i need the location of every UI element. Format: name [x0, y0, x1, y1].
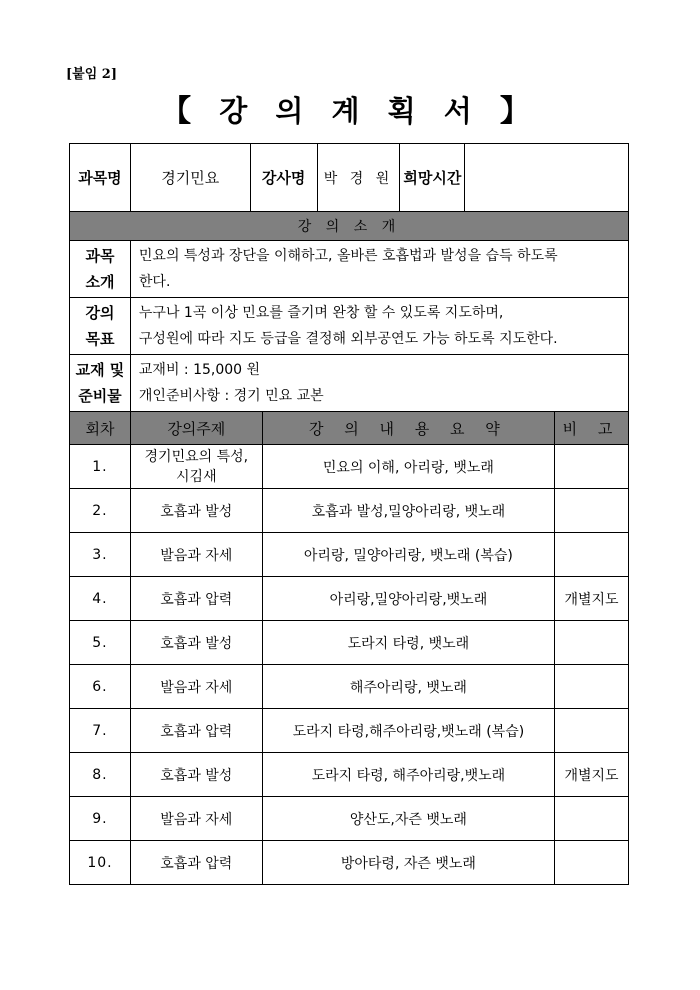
- session-content: 호흡과 발성,밀양아리랑, 뱃노래: [262, 489, 554, 533]
- material-text: [130, 355, 628, 412]
- goal-label-line2: 목표: [85, 330, 115, 348]
- document-title: [0, 86, 700, 130]
- session-topic: 호흡과 압력: [130, 841, 262, 885]
- goal-text-line1: 누구나 1곡 이상 민요를 즐기며 완창 할 수 있도록 지도하며,: [138, 305, 504, 321]
- session-number: 5.: [70, 621, 131, 665]
- schedule-rows: [70, 445, 629, 885]
- schedule-row: [70, 841, 629, 885]
- session-content: 방아타령, 자즌 뱃노래: [262, 841, 554, 885]
- session-content: 해주아리랑, 뱃노래: [262, 665, 554, 709]
- session-number: 6.: [70, 665, 131, 709]
- schedule-row: [70, 621, 629, 665]
- session-topic: 호흡과 발성: [130, 489, 262, 533]
- session-content: 아리랑,밀양아리랑,뱃노래: [262, 577, 554, 621]
- intro-section-title: 강 의 소 개: [70, 212, 629, 241]
- session-note: [555, 621, 629, 665]
- course-name-label: 과목명: [70, 144, 131, 212]
- session-content: 양산도,자즌 뱃노래: [262, 797, 554, 841]
- note-header: 비 고: [555, 412, 629, 445]
- attachment-label: [붙임 2]: [66, 67, 117, 82]
- session-topic: 호흡과 발성: [130, 621, 262, 665]
- schedule-row: [70, 665, 629, 709]
- goal-text: [130, 298, 628, 355]
- session-note: 개별지도: [555, 753, 629, 797]
- session-number: 3.: [70, 533, 131, 577]
- overview-label-line1: 과목: [85, 247, 115, 265]
- schedule-row: [70, 445, 629, 489]
- session-header: 회차: [70, 412, 131, 445]
- material-text-line1: 교재비 : 15,000 원: [138, 362, 261, 378]
- session-number: 10.: [70, 841, 131, 885]
- schedule-row: [70, 709, 629, 753]
- session-note: [555, 489, 629, 533]
- session-note: [555, 797, 629, 841]
- session-content: 민요의 이해, 아리랑, 뱃노래: [262, 445, 554, 489]
- overview-label-line2: 소개: [85, 273, 115, 291]
- session-number: 9.: [70, 797, 131, 841]
- session-note: [555, 445, 629, 489]
- course-info-table: [69, 143, 629, 212]
- overview-label: [70, 241, 131, 298]
- intro-table: [69, 211, 629, 412]
- course-name-value: 경기민요: [130, 144, 250, 212]
- schedule-row: [70, 489, 629, 533]
- topic-header: 강의주제: [130, 412, 262, 445]
- session-content: 도라지 타령, 해주아리랑,뱃노래: [262, 753, 554, 797]
- session-note: [555, 665, 629, 709]
- title-close-bracket: 】: [499, 94, 539, 129]
- session-content: 아리랑, 밀양아리랑, 뱃노래 (복습): [262, 533, 554, 577]
- instructor-label: 강사명: [250, 144, 317, 212]
- title-text: 강 의 계 획 서: [219, 94, 481, 128]
- session-topic: 발음과 자세: [130, 665, 262, 709]
- goal-text-line2: 구성원에 따라 지도 등급을 결정해 외부공연도 가능 하도록 지도한다.: [138, 331, 558, 347]
- session-number: 7.: [70, 709, 131, 753]
- title-open-bracket: 【: [161, 94, 201, 129]
- hours-value: [465, 144, 629, 212]
- schedule-row: [70, 577, 629, 621]
- session-number: 4.: [70, 577, 131, 621]
- session-number: 8.: [70, 753, 131, 797]
- schedule-row: [70, 797, 629, 841]
- session-note: 개별지도: [555, 577, 629, 621]
- material-text-line2: 개인준비사항 : 경기 민요 교본: [138, 388, 324, 404]
- session-content: 도라지 타령,해주아리랑,뱃노래 (복습): [262, 709, 554, 753]
- session-number: 1.: [70, 445, 131, 489]
- session-content: 도라지 타령, 뱃노래: [262, 621, 554, 665]
- session-topic: 호흡과 압력: [130, 709, 262, 753]
- material-label-line1: 교재 및: [75, 361, 125, 379]
- overview-text: [130, 241, 628, 298]
- schedule-row: [70, 753, 629, 797]
- content-header: 강 의 내 용 요 약: [262, 412, 554, 445]
- session-note: [555, 533, 629, 577]
- material-label-line2: 준비물: [78, 387, 122, 405]
- hours-label: 희망시간: [400, 144, 465, 212]
- instructor-value: 박 경 원: [317, 144, 400, 212]
- goal-label-line1: 강의: [85, 304, 115, 322]
- schedule-row: [70, 533, 629, 577]
- session-topic: 경기민요의 특성,시김새: [130, 445, 262, 489]
- session-topic: 발음과 자세: [130, 533, 262, 577]
- session-topic: 호흡과 발성: [130, 753, 262, 797]
- session-topic: 호흡과 압력: [130, 577, 262, 621]
- overview-text-line1: 민요의 특성과 장단을 이해하고, 올바른 호흡법과 발성을 습득 하도록: [138, 248, 558, 264]
- overview-text-line2: 한다.: [138, 274, 171, 290]
- session-number: 2.: [70, 489, 131, 533]
- session-topic: 발음과 자세: [130, 797, 262, 841]
- schedule-table: [69, 411, 629, 885]
- goal-label: [70, 298, 131, 355]
- session-note: [555, 709, 629, 753]
- lecture-plan-form: [69, 143, 629, 885]
- session-note: [555, 841, 629, 885]
- material-label: [70, 355, 131, 412]
